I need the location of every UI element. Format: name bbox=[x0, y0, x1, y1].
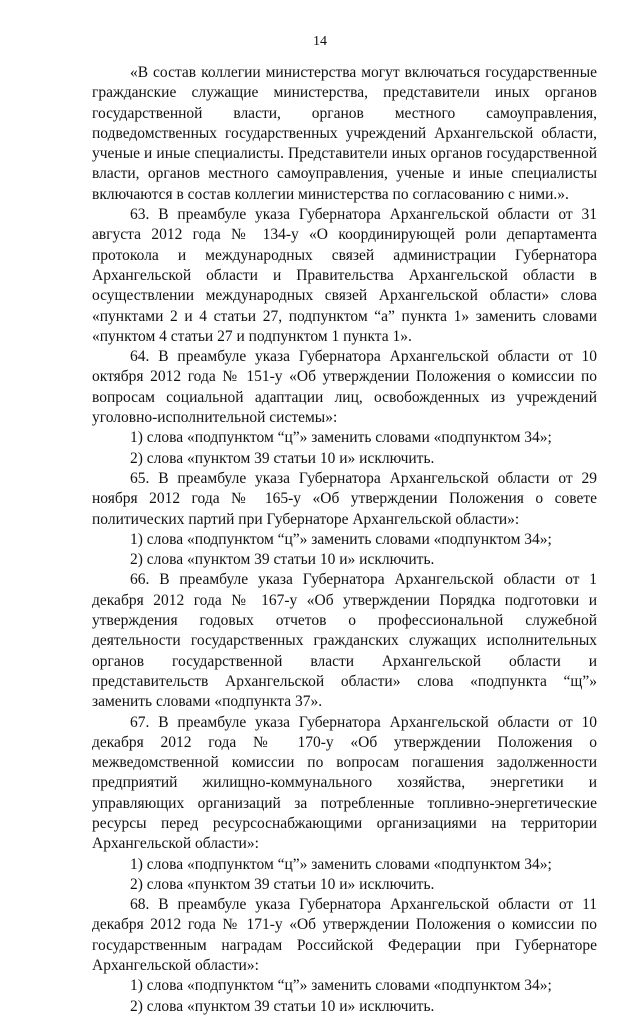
paragraph-item-63: 63. В преамбуле указа Губернатора Архангельской области от 31 августа 2012 года № 134-у «О координирующей роли департамента протокола и международных связей администрации Губернатора Архангельской области и Правительства Архангельской области в осуществлении международных связей Архангельской области» слова «пунктами 2 и 4 статьи 27, подпунктом “а” пункта 1» заменить словами «пунктом 4 статьи 27 и подпунктом 1 пункта 1». bbox=[92, 206, 597, 345]
paragraph-item-68: 68. В преамбуле указа Губернатора Архангельской области от 11 декабря 2012 года № 171-у «Об утверждении Положения о комиссии по государственным наградам Российской Федерации при Губернаторе Архангельской области»: bbox=[92, 896, 597, 975]
paragraph-item-66: 66. В преамбуле указа Губернатора Архангельской области от 1 декабря 2012 года № 167-у «Об утверждении Порядка подготовки и утверждения годовых отчетов о профессиональной служебной деятельности государственных гражданских служащих исполнительных органов государственной власти Архангельской области и представительств Архангельской области» слова «подпункта “щ”» заменить словами «подпункта 37». bbox=[92, 571, 597, 711]
subitem-65-2: 2) слова «пунктом 39 статьи 10 и» исключить. bbox=[130, 551, 435, 569]
subitem-65-1: 1) слова «подпунктом “ц”» заменить словами «подпунктом 34»; bbox=[130, 530, 552, 548]
subitem-64-2: 2) слова «пунктом 39 статьи 10 и» исключить. bbox=[130, 449, 435, 467]
subitem-67-1: 1) слова «подпунктом “ц”» заменить словами «подпунктом 34»; bbox=[130, 855, 552, 873]
paragraph-item-65: 65. В преамбуле указа Губернатора Архангельской области от 29 ноября 2012 года № 165-у «Об утверждении Положения о совете политических партий при Губернаторе Архангельской области»: bbox=[92, 469, 597, 528]
document-body bbox=[92, 63, 597, 1017]
subitem-68-2: 2) слова «пунктом 39 статьи 10 и» исключить. bbox=[130, 997, 435, 1015]
subitem-68-1: 1) слова «подпунктом “ц”» заменить словами «подпунктом 34»; bbox=[130, 977, 552, 995]
page-number: 14 bbox=[313, 34, 327, 49]
subitem-67-2: 2) слова «пунктом 39 статьи 10 и» исключить. bbox=[130, 875, 435, 893]
subitem-64-1: 1) слова «подпунктом “ц”» заменить словами «подпунктом 34»; bbox=[130, 429, 552, 447]
paragraph-item-64: 64. В преамбуле указа Губернатора Архангельской области от 10 октября 2012 года № 151-у «Об утверждении Положения о комиссии по вопросам социальной адаптации лиц, освобожденных из учреждений уголовно-исполнительной системы»: bbox=[92, 348, 597, 427]
paragraph-item-67: 67. В преамбуле указа Губернатора Архангельской области от 10 декабря 2012 года № 170-у «Об утверждении Положения о межведомственной комиссии по вопросам погашения задолженности предприятий жилищно-коммунального хозяйства, энергетики и управляющих организаций за потребленные топливно-энергетические ресурсы перед ресурсоснабжающими организациями на территории Архангельской области»: bbox=[92, 713, 597, 853]
paragraph-college-composition: «В состав коллегии министерства могут включаться государственные гражданские служащие министерства, представители иных органов государственной власти, органов местного самоуправления, подведомственных государственных учреждений Архангельской области, ученые и иные специалисты. Представители иных органов государственной власти, органов местного самоуправления, ученые и иные специалисты включаются в состав коллегии министерства по согласованию с ними.». bbox=[92, 64, 597, 203]
